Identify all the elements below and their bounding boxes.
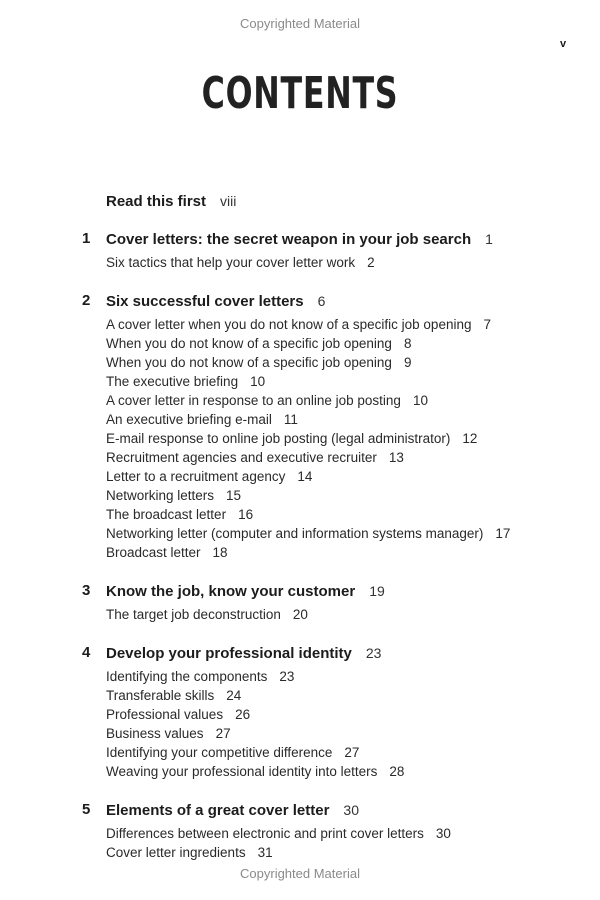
section-entry	[106, 253, 582, 272]
section-entry	[106, 524, 582, 543]
section-title: Differences between electronic and print cover letters	[106, 826, 424, 841]
section-page-number: 8	[403, 336, 412, 351]
section-title: Identifying your competitive difference	[106, 745, 333, 760]
chapter-entry	[82, 578, 582, 624]
section-list	[82, 315, 582, 562]
section-list	[82, 667, 582, 781]
chapter-page-number: 6	[317, 293, 326, 309]
section-title: The target job deconstruction	[106, 607, 281, 622]
section-page-number: 10	[250, 374, 266, 389]
section-page-number: 11	[283, 412, 298, 427]
section-page-number: 26	[235, 707, 251, 722]
section-title: The executive briefing	[106, 374, 239, 389]
section-entry	[106, 762, 582, 781]
section-entry	[106, 448, 582, 467]
section-page-number: 15	[226, 488, 242, 503]
section-page-number: 18	[212, 545, 228, 560]
section-title: Cover letter ingredients	[106, 845, 246, 860]
chapter-heading	[82, 288, 582, 314]
section-title: Six tactics that help your cover letter work	[106, 255, 356, 270]
table-of-contents	[82, 188, 582, 878]
section-title: A cover letter in response to an online job posting	[106, 393, 401, 408]
section-page-number: 10	[412, 393, 428, 408]
section-page-number: 28	[389, 764, 405, 779]
chapter-heading	[82, 226, 582, 252]
section-page-number: 20	[292, 607, 308, 622]
chapter-number: 5	[82, 801, 91, 818]
section-entry	[106, 724, 582, 743]
section-entry	[106, 429, 582, 448]
section-page-number: 30	[435, 826, 451, 841]
section-entry	[106, 410, 582, 429]
section-entry	[106, 705, 582, 724]
section-entry	[106, 667, 582, 686]
chapter-heading	[82, 797, 582, 823]
chapter-title: Know the job, know your customer	[106, 583, 356, 600]
chapter-title: Six successful cover letters	[106, 293, 304, 310]
chapter-heading	[82, 578, 582, 604]
section-page-number: 16	[238, 507, 254, 522]
chapter-entry	[82, 797, 582, 862]
section-title: Professional values	[106, 707, 224, 722]
chapter-page-number: 23	[365, 645, 382, 661]
section-page-number: 17	[495, 526, 511, 541]
chapter-number: 4	[82, 644, 91, 661]
section-entry	[106, 486, 582, 505]
section-entry	[106, 686, 582, 705]
chapter-heading	[82, 640, 582, 666]
section-page-number: 31	[257, 845, 273, 860]
section-entry	[106, 391, 582, 410]
chapter-entry	[82, 226, 582, 272]
section-title: Business values	[106, 726, 204, 741]
chapter-entry	[82, 288, 582, 562]
chapter-number: 2	[82, 292, 91, 309]
section-title: Transferable skills	[106, 688, 215, 703]
intro-page: viii	[220, 193, 237, 209]
section-entry	[106, 467, 582, 486]
section-title: Broadcast letter	[106, 545, 201, 560]
chapter-list	[82, 226, 582, 862]
section-page-number: 13	[388, 450, 404, 465]
section-title: A cover letter when you do not know of a specific job opening	[106, 317, 472, 332]
chapter-page-number: 30	[343, 802, 359, 818]
page-title: CONTENTS	[201, 68, 399, 119]
section-title: Networking letter (computer and information systems manager)	[106, 526, 484, 541]
section-title: Weaving your professional identity into letters	[106, 764, 378, 779]
section-page-number: 2	[367, 255, 375, 270]
section-list	[82, 253, 582, 272]
section-entry	[106, 824, 582, 843]
section-title: Letter to a recruitment agency	[106, 469, 286, 484]
section-page-number: 23	[279, 669, 295, 684]
section-page-number: 7	[483, 317, 491, 332]
section-entry	[106, 334, 582, 353]
section-title: E-mail response to online job posting (legal administrator)	[106, 431, 451, 446]
section-page-number: 12	[462, 431, 478, 446]
section-page-number: 27	[215, 726, 231, 741]
chapter-title: Elements of a great cover letter	[106, 802, 330, 819]
chapter-title: Develop your professional identity	[106, 645, 352, 662]
section-entry	[106, 605, 582, 624]
section-page-number: 24	[226, 688, 242, 703]
chapter-page-number: 19	[369, 583, 385, 599]
section-page-number: 27	[344, 745, 360, 760]
section-list	[82, 824, 582, 862]
section-entry	[106, 843, 582, 862]
section-title: Networking letters	[106, 488, 215, 503]
intro-title: Read this first	[106, 193, 207, 210]
section-entry	[106, 315, 582, 334]
section-title: An executive briefing e-mail	[106, 412, 272, 427]
chapter-number: 3	[82, 582, 91, 599]
section-entry	[106, 543, 582, 562]
toc-intro-entry	[82, 188, 582, 214]
chapter-page-number: 1	[485, 231, 493, 247]
section-entry	[106, 372, 582, 391]
chapter-entry	[82, 640, 582, 781]
watermark-bottom: Copyrighted Material	[240, 866, 360, 881]
section-entry	[106, 743, 582, 762]
section-page-number: 14	[297, 469, 313, 484]
chapter-title: Cover letters: the secret weapon in your job search	[106, 231, 472, 248]
page-number: v	[560, 38, 567, 50]
section-title: When you do not know of a specific job opening	[106, 336, 392, 351]
watermark-top: Copyrighted Material	[240, 16, 360, 31]
chapter-number: 1	[82, 230, 91, 247]
section-title: Recruitment agencies and executive recruiter	[106, 450, 377, 465]
section-entry	[106, 505, 582, 524]
section-list	[82, 605, 582, 624]
section-entry	[106, 353, 582, 372]
section-title: The broadcast letter	[106, 507, 227, 522]
section-page-number: 9	[403, 355, 412, 370]
section-title: Identifying the components	[106, 669, 268, 684]
section-title: When you do not know of a specific job opening	[106, 355, 392, 370]
